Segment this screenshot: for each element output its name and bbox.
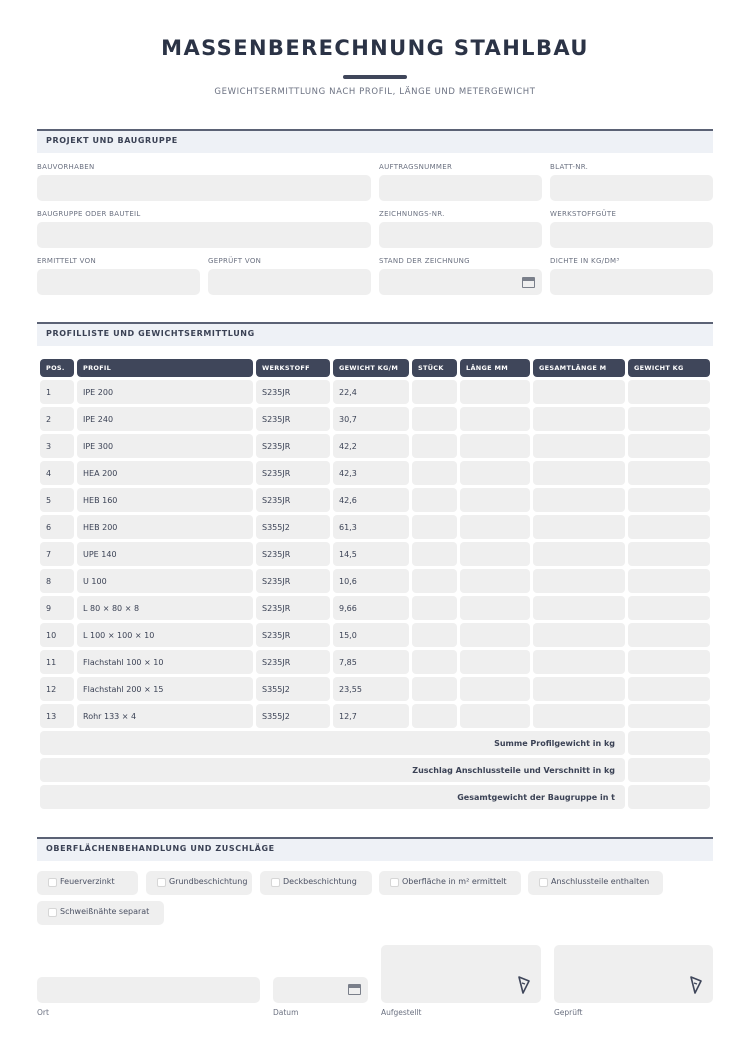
stueck-input[interactable] [412, 461, 457, 485]
gewicht-kg-m-cell: 42,2 [333, 434, 409, 458]
laenge-input[interactable] [460, 623, 530, 647]
gewicht-kg-input[interactable] [628, 677, 710, 701]
laenge-input[interactable] [460, 650, 530, 674]
werkstoff-cell: S355J2 [256, 704, 330, 728]
gesamtlaenge-input[interactable] [533, 515, 625, 539]
profil-cell: U 100 [77, 569, 253, 593]
gesamtlaenge-input[interactable] [533, 434, 625, 458]
gewicht-kg-m-cell: 12,7 [333, 704, 409, 728]
stueck-input[interactable] [412, 407, 457, 431]
gesamtlaenge-input[interactable] [533, 704, 625, 728]
label-geprueft: GEPRÜFT VON [208, 257, 262, 265]
label-zeichnungsnr: ZEICHNUNGS-NR. [379, 210, 445, 218]
gewicht-kg-input[interactable] [628, 596, 710, 620]
auftragsnummer-field[interactable] [379, 175, 542, 201]
werkstoff-cell: S355J2 [256, 677, 330, 701]
section-surface-header [37, 837, 713, 861]
werkstoff-cell: S235JR [256, 650, 330, 674]
stueck-input[interactable] [412, 677, 457, 701]
profil-cell: Flachstahl 100 × 10 [77, 650, 253, 674]
calendar-icon[interactable] [348, 984, 361, 995]
pos-cell: 3 [40, 434, 74, 458]
werkstoff-cell: S235JR [256, 596, 330, 620]
profil-cell: UPE 140 [77, 542, 253, 566]
table-row [40, 488, 710, 512]
title-underline [343, 75, 407, 79]
laenge-input[interactable] [460, 380, 530, 404]
datum-field[interactable] [273, 977, 368, 1003]
table-row [40, 650, 710, 674]
stueck-input[interactable] [412, 434, 457, 458]
profil-cell: HEA 200 [77, 461, 253, 485]
werkstoff-cell: S235JR [256, 380, 330, 404]
gesamtlaenge-input[interactable] [533, 623, 625, 647]
gesamtlaenge-input[interactable] [533, 569, 625, 593]
table-row [40, 380, 710, 404]
gesamtlaenge-input[interactable] [533, 407, 625, 431]
gewicht-kg-input[interactable] [628, 650, 710, 674]
pen-icon [517, 975, 531, 995]
gewicht-kg-m-cell: 61,3 [333, 515, 409, 539]
aufgestellt-signature-field[interactable] [381, 945, 541, 1003]
sum-label: Gesamtgewicht der Baugruppe in t [40, 785, 625, 809]
stueck-input[interactable] [412, 704, 457, 728]
werkstoff-cell: S355J2 [256, 515, 330, 539]
laenge-input[interactable] [460, 488, 530, 512]
gewicht-kg-m-cell: 9,66 [333, 596, 409, 620]
gesamtlaenge-input[interactable] [533, 596, 625, 620]
section-surface-title: OBERFLÄCHENBEHANDLUNG UND ZUSCHLÄGE [46, 844, 275, 853]
gewicht-kg-input[interactable] [628, 569, 710, 593]
option-label: Feuerverzinkt [60, 877, 115, 886]
pos-cell: 2 [40, 407, 74, 431]
stueck-input[interactable] [412, 488, 457, 512]
laenge-input[interactable] [460, 515, 530, 539]
label-werkstoffguete: WERKSTOFFGÜTE [550, 210, 617, 218]
pos-cell: 10 [40, 623, 74, 647]
ermittelt-von-field[interactable] [37, 269, 200, 295]
gewicht-kg-m-cell: 30,7 [333, 407, 409, 431]
label-baugruppe: BAUGRUPPE ODER BAUTEIL [37, 210, 141, 218]
profil-cell: Rohr 133 × 4 [77, 704, 253, 728]
gewicht-kg-m-cell: 42,3 [333, 461, 409, 485]
stueck-input[interactable] [412, 542, 457, 566]
laenge-input[interactable] [460, 434, 530, 458]
laenge-input[interactable] [460, 461, 530, 485]
col-header-laenge: LÄNGE MM [460, 359, 530, 377]
gewicht-kg-m-cell: 15,0 [333, 623, 409, 647]
gewicht-kg-m-cell: 42,6 [333, 488, 409, 512]
werkstoff-cell: S235JR [256, 461, 330, 485]
werkstoffguete-field[interactable] [550, 222, 713, 248]
profil-cell: HEB 160 [77, 488, 253, 512]
pos-cell: 7 [40, 542, 74, 566]
stueck-input[interactable] [412, 569, 457, 593]
option-deckbeschichtung[interactable] [260, 871, 372, 895]
laenge-input[interactable] [460, 677, 530, 701]
pos-cell: 4 [40, 461, 74, 485]
table-row [40, 623, 710, 647]
laenge-input[interactable] [460, 596, 530, 620]
section-profiles-title: PROFILLISTE UND GEWICHTSERMITTLUNG [46, 329, 255, 338]
calendar-icon[interactable] [522, 277, 535, 288]
col-header-gesamtlaenge: GESAMTLÄNGE M [533, 359, 625, 377]
profil-cell: IPE 200 [77, 380, 253, 404]
table-row [40, 596, 710, 620]
col-header-gewicht-kg-m: GEWICHT KG/M [333, 359, 409, 377]
gewicht-kg-input[interactable] [628, 434, 710, 458]
sum-label: Summe Profilgewicht in kg [40, 731, 625, 755]
werkstoff-cell: S235JR [256, 434, 330, 458]
sum-label: Zuschlag Anschlussteile und Verschnitt in kg [40, 758, 625, 782]
baugruppe-field[interactable] [37, 222, 371, 248]
checkbox-icon[interactable] [157, 878, 166, 887]
pos-cell: 5 [40, 488, 74, 512]
gewicht-kg-input[interactable] [628, 461, 710, 485]
laenge-input[interactable] [460, 542, 530, 566]
gewicht-kg-m-cell: 23,55 [333, 677, 409, 701]
option-schweissnaehte[interactable] [37, 901, 164, 925]
option-label: Deckbeschichtung [283, 877, 357, 886]
section-profiles-header [37, 322, 713, 346]
option-grundbeschichtung[interactable] [146, 871, 252, 895]
section-project-title: PROJEKT UND BAUGRUPPE [46, 136, 178, 145]
label-ermittelt: ERMITTELT VON [37, 257, 96, 265]
pos-cell: 1 [40, 380, 74, 404]
stueck-input[interactable] [412, 596, 457, 620]
option-feuerverzinkt[interactable] [37, 871, 138, 895]
stand-der-zeichnung-field[interactable] [379, 269, 542, 295]
profil-cell: IPE 240 [77, 407, 253, 431]
table-row [40, 542, 710, 566]
checkbox-icon[interactable] [390, 878, 399, 887]
col-header-stueck: STÜCK [412, 359, 457, 377]
option-label: Anschlussteile enthalten [551, 877, 650, 886]
profil-cell: HEB 200 [77, 515, 253, 539]
pos-cell: 9 [40, 596, 74, 620]
col-header-pos: POS. [40, 359, 74, 377]
gesamtlaenge-input[interactable] [533, 542, 625, 566]
profil-cell: L 80 × 80 × 8 [77, 596, 253, 620]
sum-row [40, 758, 710, 782]
gewicht-kg-input[interactable] [628, 407, 710, 431]
sum-value-input[interactable] [628, 758, 710, 782]
table-row [40, 515, 710, 539]
gewicht-kg-input[interactable] [628, 542, 710, 566]
gewicht-kg-input[interactable] [628, 515, 710, 539]
geprueft-von-field[interactable] [208, 269, 371, 295]
stueck-input[interactable] [412, 650, 457, 674]
label-geprueft-footer: Geprüft [554, 1008, 583, 1017]
profil-cell: IPE 300 [77, 434, 253, 458]
label-aufgestellt: Aufgestellt [381, 1008, 422, 1017]
label-stand: STAND DER ZEICHNUNG [379, 257, 470, 265]
werkstoff-cell: S235JR [256, 623, 330, 647]
checkbox-icon[interactable] [48, 878, 57, 887]
table-row [40, 434, 710, 458]
pos-cell: 11 [40, 650, 74, 674]
table-row [40, 407, 710, 431]
col-header-werkstoff: WERKSTOFF [256, 359, 330, 377]
profile-table [37, 356, 713, 812]
pos-cell: 12 [40, 677, 74, 701]
gewicht-kg-input[interactable] [628, 380, 710, 404]
stueck-input[interactable] [412, 623, 457, 647]
table-row [40, 677, 710, 701]
col-header-profil: PROFIL [77, 359, 253, 377]
geprueft-signature-field[interactable] [554, 945, 713, 1003]
stueck-input[interactable] [412, 380, 457, 404]
profil-cell: L 100 × 100 × 10 [77, 623, 253, 647]
gewicht-kg-input[interactable] [628, 704, 710, 728]
checkbox-icon[interactable] [271, 878, 280, 887]
werkstoff-cell: S235JR [256, 488, 330, 512]
pos-cell: 6 [40, 515, 74, 539]
stueck-input[interactable] [412, 515, 457, 539]
gesamtlaenge-input[interactable] [533, 380, 625, 404]
sum-row [40, 785, 710, 809]
checkbox-icon[interactable] [539, 878, 548, 887]
option-anschlussteile[interactable] [528, 871, 663, 895]
label-auftragsnummer: AUFTRAGSNUMMER [379, 163, 453, 171]
label-blatt: BLATT-NR. [550, 163, 589, 171]
option-oberflaeche-ermittelt[interactable] [379, 871, 521, 895]
gesamtlaenge-input[interactable] [533, 650, 625, 674]
gesamtlaenge-input[interactable] [533, 677, 625, 701]
option-label: Grundbeschichtung [169, 877, 248, 886]
table-header-row [40, 359, 710, 377]
sum-row [40, 731, 710, 755]
laenge-input[interactable] [460, 704, 530, 728]
gesamtlaenge-input[interactable] [533, 461, 625, 485]
pos-cell: 13 [40, 704, 74, 728]
laenge-input[interactable] [460, 407, 530, 431]
table-row [40, 461, 710, 485]
werkstoff-cell: S235JR [256, 407, 330, 431]
col-header-gewicht-kg: GEWICHT KG [628, 359, 710, 377]
ort-field[interactable] [37, 977, 260, 1003]
gewicht-kg-m-cell: 14,5 [333, 542, 409, 566]
blatt-nr-field[interactable] [550, 175, 713, 201]
gewicht-kg-m-cell: 10,6 [333, 569, 409, 593]
section-project-header [37, 129, 713, 153]
table-row [40, 704, 710, 728]
option-label: Oberfläche in m² ermittelt [402, 877, 507, 886]
profil-cell: Flachstahl 200 × 15 [77, 677, 253, 701]
pos-cell: 8 [40, 569, 74, 593]
page-subtitle: GEWICHTSERMITTLUNG NACH PROFIL, LÄNGE UND METERGEWICHT [214, 87, 536, 97]
sum-value-input[interactable] [628, 731, 710, 755]
option-label: Schweißnähte separat [60, 907, 150, 916]
gewicht-kg-input[interactable] [628, 488, 710, 512]
werkstoff-cell: S235JR [256, 569, 330, 593]
pen-icon [689, 975, 703, 995]
laenge-input[interactable] [460, 569, 530, 593]
dichte-field[interactable] [550, 269, 713, 295]
gewicht-kg-m-cell: 22,4 [333, 380, 409, 404]
table-row [40, 569, 710, 593]
gewicht-kg-m-cell: 7,85 [333, 650, 409, 674]
bauvorhaben-field[interactable] [37, 175, 371, 201]
zeichnungsnr-field[interactable] [379, 222, 542, 248]
label-datum: Datum [273, 1008, 299, 1017]
label-bauvorhaben: BAUVORHABEN [37, 163, 95, 171]
gesamtlaenge-input[interactable] [533, 488, 625, 512]
sum-value-input[interactable] [628, 785, 710, 809]
werkstoff-cell: S235JR [256, 542, 330, 566]
gewicht-kg-input[interactable] [628, 623, 710, 647]
checkbox-icon[interactable] [48, 908, 57, 917]
page-title: MASSENBERECHNUNG STAHLBAU [161, 36, 589, 60]
label-dichte: DICHTE IN KG/DM³ [550, 257, 620, 265]
label-ort: Ort [37, 1008, 49, 1017]
